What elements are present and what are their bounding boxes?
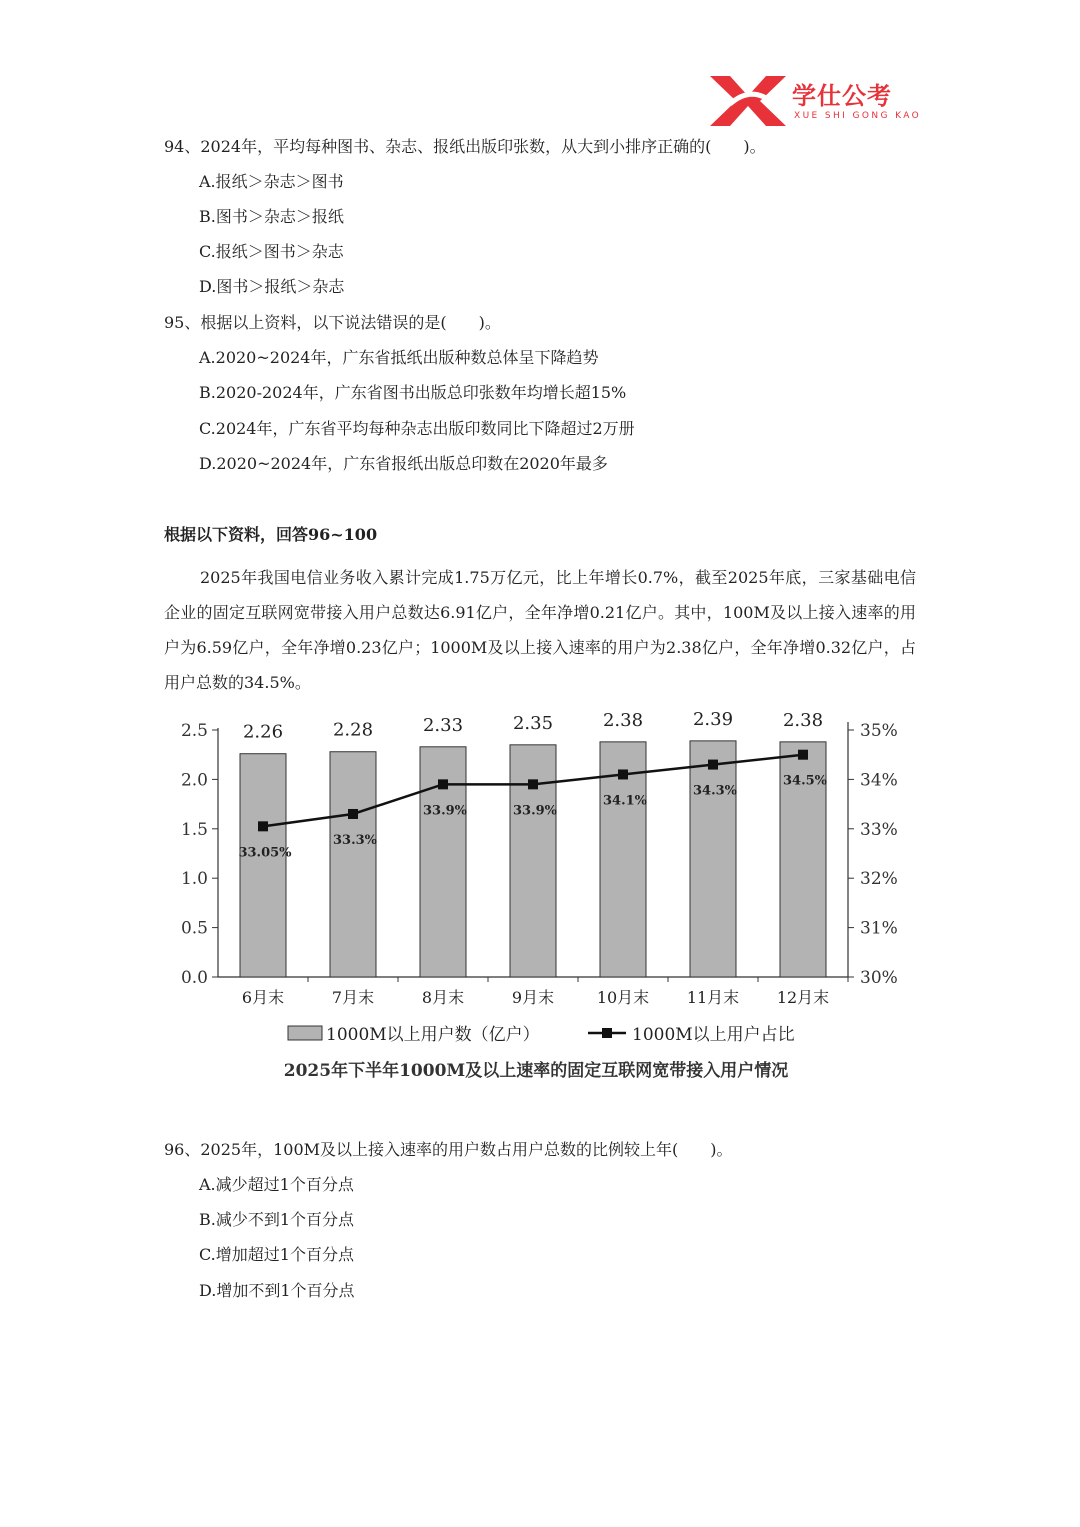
- logo-subtitle: XUE SHI GONG KAO: [794, 111, 922, 121]
- x-tick-label: 8月末: [421, 988, 465, 1007]
- question-94-option-a: A.报纸＞杂志＞图书: [199, 172, 344, 191]
- question-95-stem: 95、根据以上资料，以下说法错误的是( )。: [164, 313, 501, 332]
- share-point-label: 33.05%: [238, 845, 292, 861]
- share-point-label: 33.9%: [512, 803, 558, 819]
- right-tick-label: 34%: [860, 770, 898, 791]
- x-tick-label: 7月末: [331, 988, 375, 1007]
- share-point: [258, 821, 268, 831]
- x-tick-label: 6月末: [241, 988, 285, 1007]
- share-point: [618, 769, 628, 779]
- bar-value-label: 2.38: [602, 709, 644, 731]
- share-point: [528, 779, 538, 789]
- legend-bar-label: 1000M以上用户数（亿户）: [326, 1025, 540, 1045]
- legend-line-label: 1000M以上用户占比: [632, 1025, 795, 1045]
- section-heading: 根据以下资料，回答96~100: [164, 525, 378, 544]
- question-96-option-b: B.减少不到1个百分点: [199, 1210, 355, 1229]
- question-94-option-d: D.图书＞报纸＞杂志: [199, 277, 345, 296]
- left-tick-label: 1.0: [180, 869, 208, 890]
- bar-value-label: 2.35: [512, 712, 554, 734]
- logo-x-icon: [708, 74, 788, 128]
- question-96-option-a: A.减少超过1个百分点: [199, 1175, 354, 1194]
- question-96-stem: 96、2025年，100M及以上接入速率的用户数占用户总数的比例较上年( )。: [164, 1140, 733, 1159]
- bar-value-label: 2.39: [692, 708, 734, 730]
- brand-logo: [708, 74, 923, 130]
- broadband-chart: [170, 700, 910, 1090]
- legend-line-marker: [602, 1028, 612, 1038]
- left-tick-label: 2.5: [180, 721, 208, 741]
- question-95-option-d: D.2020~2024年，广东省报纸出版总印数在2020年最多: [199, 454, 608, 473]
- left-tick-label: 0.5: [180, 918, 208, 939]
- right-tick-label: 33%: [860, 819, 898, 840]
- left-tick-label: 1.5: [180, 819, 208, 840]
- share-point: [708, 760, 718, 770]
- share-point-label: 33.9%: [422, 803, 468, 819]
- bar-value-label: 2.33: [422, 714, 464, 736]
- question-94-stem: 94、2024年，平均每种图书、杂志、报纸出版印张数，从大到小排序正确的( )。: [164, 137, 766, 156]
- bar-value-label: 2.28: [332, 719, 374, 741]
- question-95-option-b: B.2020-2024年，广东省图书出版总印张数年均增长超15%: [199, 383, 627, 402]
- bar: [690, 741, 736, 977]
- legend-bar-swatch: [288, 1026, 322, 1040]
- question-94-option-c: C.报纸＞图书＞杂志: [199, 242, 344, 261]
- right-tick-label: 31%: [860, 918, 898, 939]
- share-point-label: 33.3%: [332, 832, 378, 848]
- left-tick-label: 2.0: [180, 770, 208, 791]
- right-tick-label: 32%: [860, 869, 898, 890]
- question-95-option-c: C.2024年，广东省平均每种杂志出版印数同比下降超过2万册: [199, 419, 635, 438]
- question-95-option-a: A.2020~2024年，广东省抵纸出版种数总体呈下降趋势: [199, 348, 599, 367]
- bar-value-label: 2.38: [782, 709, 824, 731]
- question-96-option-c: C.增加超过1个百分点: [199, 1245, 354, 1264]
- bar: [330, 752, 376, 977]
- question-94-option-b: B.图书＞杂志＞报纸: [199, 207, 344, 226]
- material-paragraph: 2025年我国电信业务收入累计完成1.75万亿元，比上年增长0.7%，截至2025年底，三家基础电信企业的固定互联网宽带接入用户总数达6.91亿户，全年净增0.21亿户。其中，100M及以上接入速率的用户为6.59亿户，全年净增0.23亿户；1000M及以上接入速率的用户为2.38亿户，全年净增0.32亿户，占用户总数的34.5%。: [164, 568, 916, 692]
- share-point: [348, 809, 358, 819]
- bar-value-label: 2.26: [242, 721, 284, 743]
- chart-title: 2025年下半年1000M及以上速率的固定互联网宽带接入用户情况: [283, 1061, 789, 1081]
- x-tick-label: 11月末: [686, 988, 740, 1007]
- share-point: [438, 779, 448, 789]
- x-tick-label: 10月末: [596, 988, 650, 1007]
- left-tick-label: 0.0: [180, 968, 208, 988]
- logo-text: 学仕公考: [792, 82, 892, 110]
- share-point-label: 34.3%: [692, 783, 738, 799]
- share-point: [798, 750, 808, 760]
- x-tick-label: 12月末: [776, 988, 830, 1007]
- right-tick-label: 30%: [860, 968, 898, 988]
- x-tick-label: 9月末: [511, 988, 555, 1007]
- bar: [240, 754, 286, 977]
- share-point-label: 34.1%: [602, 793, 648, 809]
- question-96-option-d: D.增加不到1个百分点: [199, 1281, 355, 1300]
- right-tick-label: 35%: [860, 721, 898, 741]
- share-point-label: 34.5%: [782, 773, 828, 789]
